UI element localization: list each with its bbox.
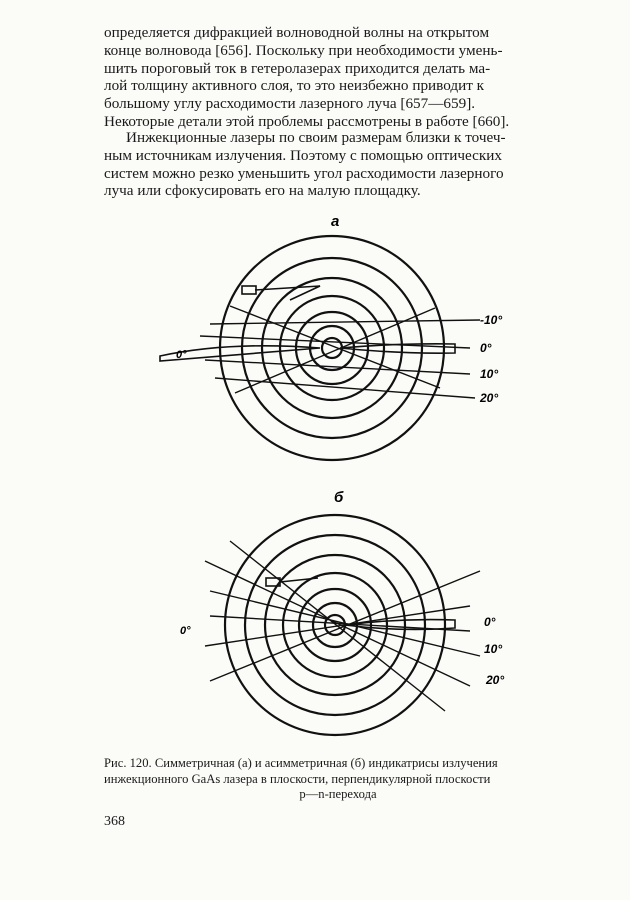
text-line: определяется дифракцией волноводной волны на открытом [104, 24, 490, 41]
caption-line: p—n-перехода [299, 787, 377, 801]
figure-a-angle-right: 20° [480, 391, 499, 405]
text-line: луча или сфокусировать его на малую площадку. [104, 182, 421, 200]
paragraph-1 [104, 24, 572, 131]
text-line: большому углу расходимости лазерного луча [657—659]. [104, 95, 476, 113]
figure-a-label: а [331, 213, 340, 230]
text-line: ным источникам излучения. Поэтому с помощью оптических [104, 146, 502, 164]
caption-line: Рис. 120. Симметричная (а) и асимметричная (б) индикатрисы излучения [104, 756, 498, 770]
figure-b-angle-left: 0° [180, 625, 191, 637]
figure-b-angle-right: 10° [484, 642, 503, 656]
caption-line: инжекционного GaAs лазера в плоскости, перпендикулярной плоскости [104, 771, 491, 786]
text-line: шить пороговый ток в гетеролазерах приходится делать ма- [104, 59, 491, 77]
figure-a-angle-right: -10° [480, 313, 503, 327]
page-number: 368 [104, 814, 125, 829]
figure-a-rings [220, 236, 444, 460]
text-line: конце волновода [656]. Поскольку при необходимости умень- [104, 41, 503, 59]
figure-b-angle-right: 0° [484, 615, 496, 629]
paragraph-2 [104, 129, 572, 200]
text-line: Некоторые детали этой проблемы рассмотрены в работе [660]. [104, 112, 510, 130]
figure-b-diagram [0, 486, 630, 746]
figure-a-angle-right: 0° [480, 341, 492, 355]
text-line: систем можно резко уменьшить угол расходимости лазерного [104, 164, 504, 182]
figure-b-rays [205, 541, 480, 711]
figure-b-angle-right: 20° [486, 673, 505, 687]
text-line: Инжекционные лазеры по своим размерам близки к точеч- [126, 129, 506, 146]
figure-a-angle-right: 10° [480, 367, 499, 381]
figure-a-lobe [160, 286, 455, 361]
figure-b-rings [225, 515, 445, 735]
figure-a-angle-left: 0° [176, 349, 187, 361]
figure-a-diagram [0, 208, 630, 478]
text-line: лой толщину активного слоя, то это неизбежно приводит к [104, 77, 485, 95]
figure-b-label: б [334, 489, 344, 506]
figure-caption [104, 756, 572, 803]
